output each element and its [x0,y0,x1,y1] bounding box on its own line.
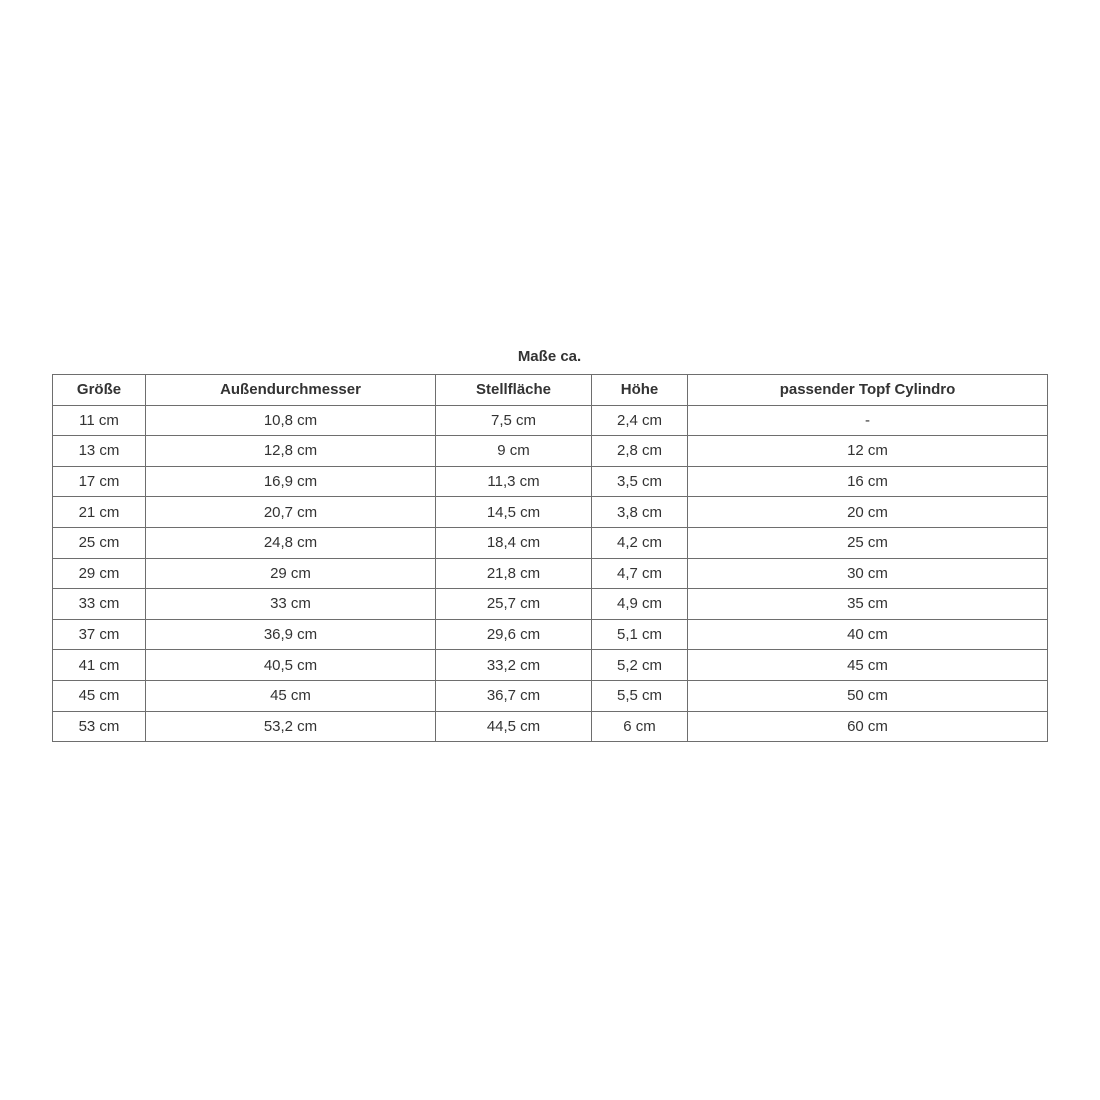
header-stellflaeche: Stellfläche [436,375,592,406]
cell-aussendurchmesser: 29 cm [146,558,436,589]
cell-passender-topf: - [688,405,1048,436]
header-passender-topf: passender Topf Cylindro [688,375,1048,406]
cell-groesse: 29 cm [53,558,146,589]
table-row [53,558,1048,589]
cell-stellflaeche: 21,8 cm [436,558,592,589]
cell-stellflaeche: 11,3 cm [436,466,592,497]
cell-passender-topf: 50 cm [688,680,1048,711]
cell-hoehe: 5,5 cm [592,680,688,711]
table-row [53,466,1048,497]
cell-stellflaeche: 33,2 cm [436,650,592,681]
cell-groesse: 21 cm [53,497,146,528]
cell-aussendurchmesser: 10,8 cm [146,405,436,436]
cell-hoehe: 4,7 cm [592,558,688,589]
table-row [53,650,1048,681]
cell-aussendurchmesser: 40,5 cm [146,650,436,681]
cell-hoehe: 3,8 cm [592,497,688,528]
cell-passender-topf: 25 cm [688,527,1048,558]
size-table [52,374,1048,742]
cell-groesse: 25 cm [53,527,146,558]
cell-hoehe: 4,9 cm [592,589,688,620]
cell-aussendurchmesser: 20,7 cm [146,497,436,528]
cell-passender-topf: 30 cm [688,558,1048,589]
cell-hoehe: 4,2 cm [592,527,688,558]
cell-hoehe: 3,5 cm [592,466,688,497]
cell-stellflaeche: 9 cm [436,436,592,467]
cell-groesse: 17 cm [53,466,146,497]
cell-passender-topf: 60 cm [688,711,1048,742]
cell-stellflaeche: 7,5 cm [436,405,592,436]
cell-passender-topf: 20 cm [688,497,1048,528]
header-groesse: Größe [53,375,146,406]
cell-hoehe: 6 cm [592,711,688,742]
table-row [53,680,1048,711]
cell-stellflaeche: 18,4 cm [436,527,592,558]
table-row [53,619,1048,650]
header-aussendurchmesser: Außendurchmesser [146,375,436,406]
cell-stellflaeche: 25,7 cm [436,589,592,620]
cell-passender-topf: 16 cm [688,466,1048,497]
cell-aussendurchmesser: 53,2 cm [146,711,436,742]
cell-stellflaeche: 29,6 cm [436,619,592,650]
cell-aussendurchmesser: 45 cm [146,680,436,711]
cell-hoehe: 5,2 cm [592,650,688,681]
cell-hoehe: 2,4 cm [592,405,688,436]
cell-hoehe: 5,1 cm [592,619,688,650]
cell-passender-topf: 45 cm [688,650,1048,681]
cell-groesse: 37 cm [53,619,146,650]
table-row [53,497,1048,528]
cell-aussendurchmesser: 16,9 cm [146,466,436,497]
table-row [53,436,1048,467]
cell-groesse: 13 cm [53,436,146,467]
cell-aussendurchmesser: 36,9 cm [146,619,436,650]
cell-groesse: 33 cm [53,589,146,620]
cell-passender-topf: 12 cm [688,436,1048,467]
cell-aussendurchmesser: 33 cm [146,589,436,620]
cell-stellflaeche: 44,5 cm [436,711,592,742]
cell-passender-topf: 40 cm [688,619,1048,650]
cell-groesse: 53 cm [53,711,146,742]
table-row [53,527,1048,558]
table-row [53,711,1048,742]
cell-passender-topf: 35 cm [688,589,1048,620]
cell-stellflaeche: 14,5 cm [436,497,592,528]
header-hoehe: Höhe [592,375,688,406]
cell-groesse: 45 cm [53,680,146,711]
table-caption: Maße ca. [517,348,582,365]
cell-aussendurchmesser: 12,8 cm [146,436,436,467]
table-row [53,405,1048,436]
cell-groesse: 41 cm [53,650,146,681]
cell-groesse: 11 cm [53,405,146,436]
cell-aussendurchmesser: 24,8 cm [146,527,436,558]
cell-stellflaeche: 36,7 cm [436,680,592,711]
table-row [53,589,1048,620]
cell-hoehe: 2,8 cm [592,436,688,467]
table-header-row [53,375,1048,406]
